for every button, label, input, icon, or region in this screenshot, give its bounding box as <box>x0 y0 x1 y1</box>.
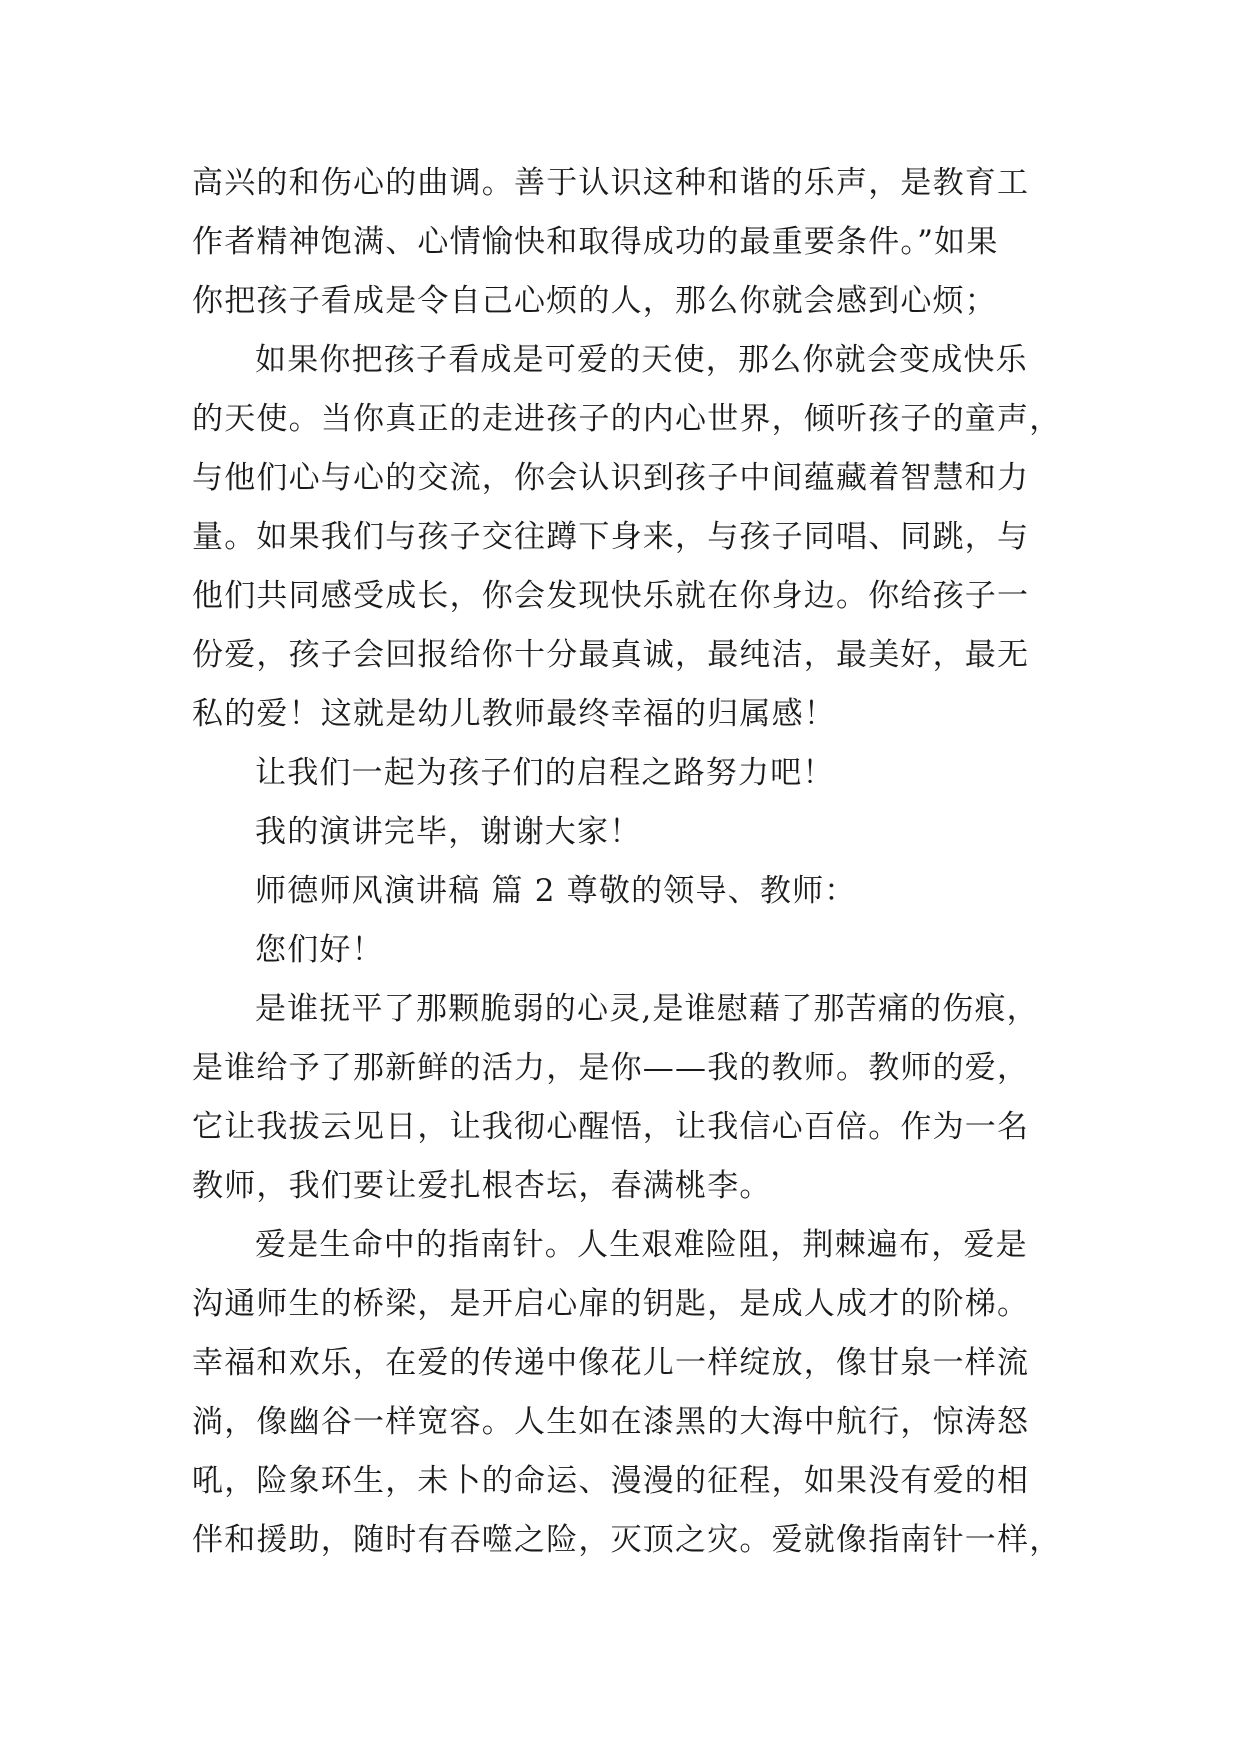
text-line: 您们好！ <box>255 932 384 968</box>
text-line: 份爱，孩子会回报给你十分最真诚，最纯洁，最美好，最无 <box>192 637 1030 673</box>
text-line: 爱是生命中的指南针。人生艰难险阻，荆棘遍布，爱是 <box>255 1227 1028 1263</box>
text-line: 淌，像幽谷一样宽容。人生如在漆黑的大海中航行，惊涛怒 <box>192 1404 1030 1440</box>
text-line: 伴和援助，随时有吞噬之险，灭顶之灾。爱就像指南针一样， <box>192 1522 1062 1558</box>
text-line: 沟通师生的桥梁，是开启心扉的钥匙，是成人成才的阶梯。 <box>192 1286 1030 1322</box>
text-line: 的天使。当你真正的走进孩子的内心世界，倾听孩子的童声， <box>192 401 1062 437</box>
text-line: 高兴的和伤心的曲调。善于认识这种和谐的乐声，是教育工 <box>192 165 1030 201</box>
text-line: 你把孩子看成是令自己心烦的人，那么你就会感到心烦； <box>192 283 997 319</box>
text-line: 他们共同感受成长，你会发现快乐就在你身边。你给孩子一 <box>192 578 1030 614</box>
text-line: 它让我拔云见日，让我彻心醒悟，让我信心百倍。作为一名 <box>192 1109 1030 1145</box>
text-line: 与他们心与心的交流，你会认识到孩子中间蕴藏着智慧和力 <box>192 460 1030 496</box>
text-line: 作者精神饱满、心情愉快和取得成功的最重要条件。”如果 <box>192 224 999 260</box>
text-line: 幸福和欢乐，在爱的传递中像花儿一样绽放，像甘泉一样流 <box>192 1345 1030 1381</box>
text-line: 量。如果我们与孩子交往蹲下身来，与孩子同唱、同跳，与 <box>192 519 1030 555</box>
text-line: 我的演讲完毕，谢谢大家！ <box>255 814 642 850</box>
document-body <box>192 154 1062 1570</box>
text-line: 吼，险象环生，未卜的命运、漫漫的征程，如果没有爱的相 <box>192 1463 1030 1499</box>
text-line: 是谁抚平了那颗脆弱的心灵,是谁慰藉了那苦痛的伤痕， <box>255 991 1039 1027</box>
text-line: 是谁给予了那新鲜的活力，是你——我的教师。教师的爱， <box>192 1050 1030 1086</box>
text-line: 师德师风演讲稿 篇 2 尊敬的领导、教师： <box>255 873 857 909</box>
text-line: 教师，我们要让爱扎根杏坛，春满桃李。 <box>192 1168 772 1204</box>
text-line: 如果你把孩子看成是可爱的天使，那么你就会变成快乐 <box>255 342 1028 378</box>
text-line: 让我们一起为孩子们的启程之路努力吧！ <box>255 755 835 791</box>
text-line: 私的爱！这就是幼儿教师最终幸福的归属感！ <box>192 696 836 732</box>
